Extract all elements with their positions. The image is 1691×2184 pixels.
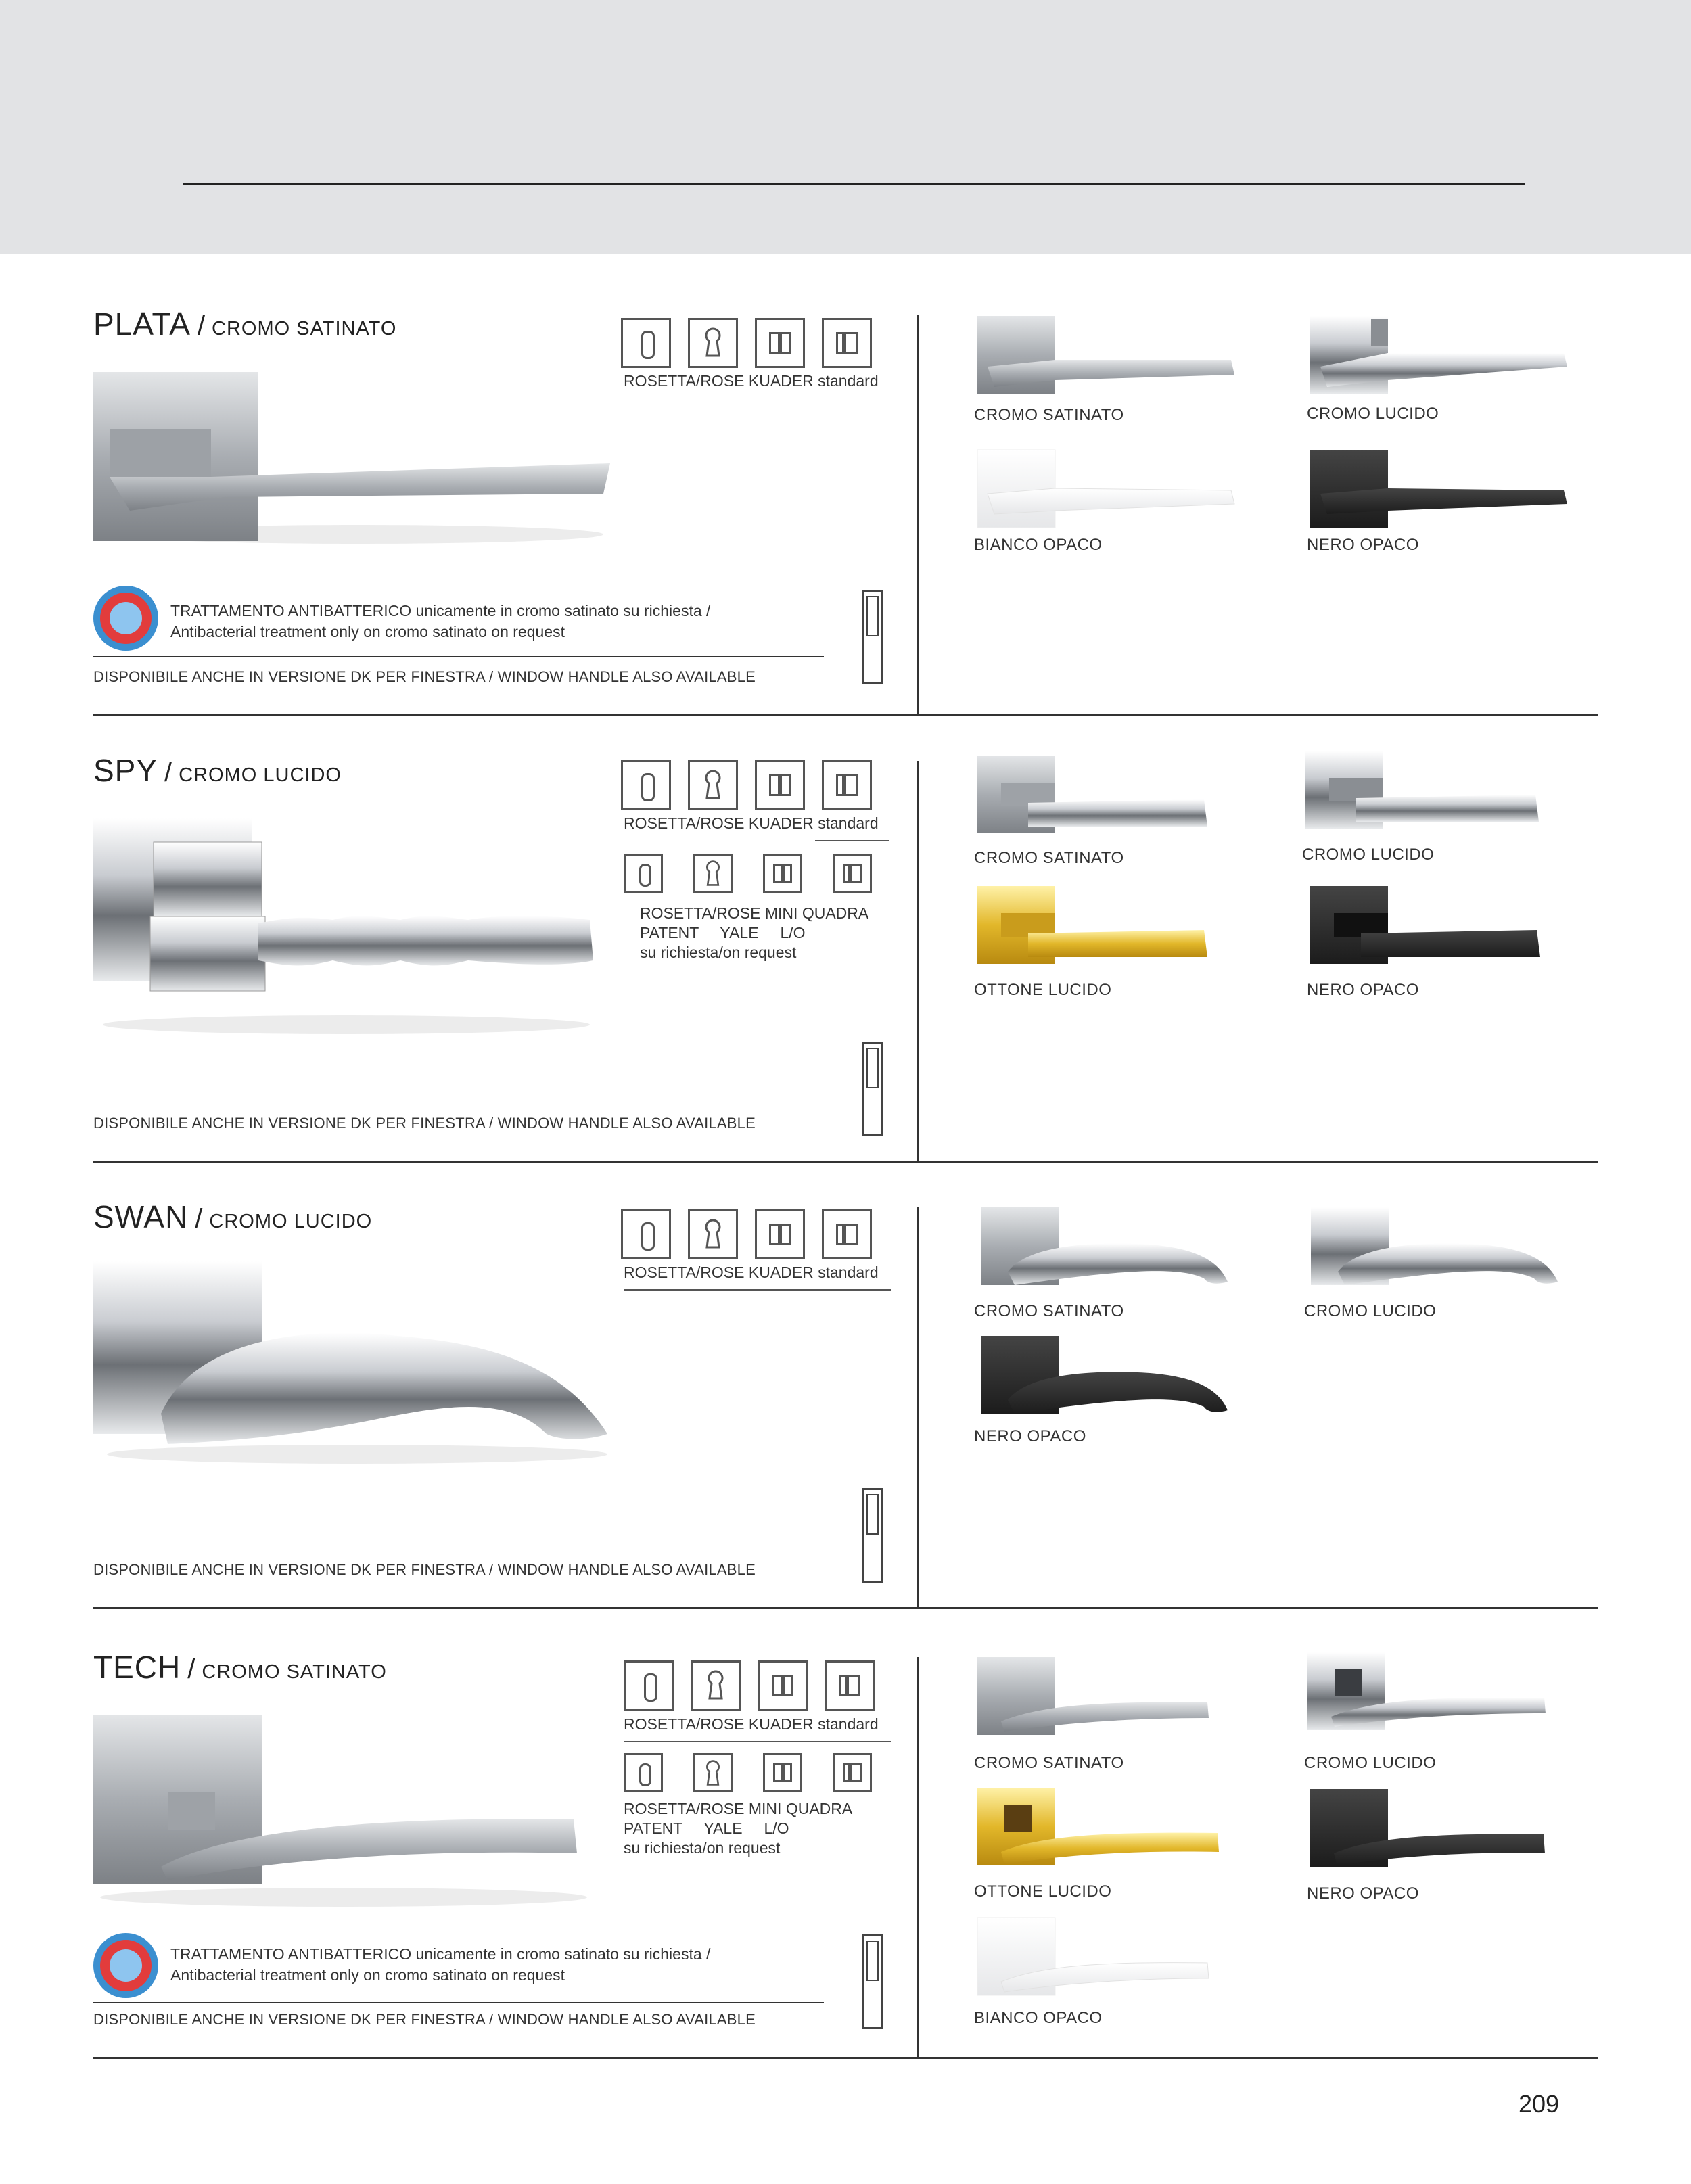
main-handle-image [89, 815, 603, 1045]
rose-oval-icon [621, 318, 671, 368]
variant-bianco-opaco [974, 1914, 1238, 2027]
product-finish: CROMO LUCIDO [209, 1211, 373, 1232]
product-name: TECH [93, 1650, 181, 1685]
section-separator [93, 1607, 1598, 1609]
title-slash: / [195, 1204, 203, 1234]
main-handle-image [87, 1711, 601, 1914]
variant-ottone-lucido [974, 1784, 1238, 1901]
rose-square-icon [755, 1209, 805, 1259]
variant-image [1304, 1649, 1568, 1747]
rose-oval-icon [621, 760, 671, 810]
variant-label: CROMO LUCIDO [1302, 845, 1435, 864]
title-slash: / [197, 311, 206, 341]
product-name: SWAN [93, 1199, 189, 1234]
product-title-tech [93, 1649, 387, 1686]
rose-label-underline [815, 840, 889, 841]
rose-mini-note [640, 904, 868, 962]
variant-image [974, 312, 1238, 407]
column-divider [917, 315, 919, 715]
variant-label: NERO OPACO [1307, 1884, 1419, 1903]
antibacterial-note [170, 601, 710, 643]
availability-note: DISPONIBILE ANCHE IN VERSIONE DK PER FINESTRA / WINDOW HANDLE ALSO AVAILABLE [93, 668, 756, 685]
variant-image [1307, 446, 1571, 534]
variant-image [1302, 747, 1566, 845]
variant-label: CROMO SATINATO [974, 1302, 1124, 1320]
header-rule [183, 183, 1525, 185]
rose-icons-standard [621, 318, 872, 368]
rose-oval-icon [621, 1209, 671, 1259]
rose-keyhole-icon [688, 1209, 738, 1259]
variant-image [974, 883, 1238, 981]
column-divider [917, 761, 919, 1161]
product-name: SPY [93, 753, 158, 788]
variant-image [974, 752, 1238, 850]
variant-label: OTTONE LUCIDO [974, 981, 1112, 999]
variant-image [1304, 1204, 1568, 1302]
variant-nero-opaco [974, 1332, 1238, 1445]
rose-mini-line-3: su richiesta/on request [624, 1839, 781, 1857]
title-slash: / [164, 758, 172, 787]
antibacterial-line-1: TRATTAMENTO ANTIBATTERICO unicamente in cromo satinato su richiesta / [170, 602, 711, 620]
rose-keyhole-icon [688, 318, 738, 368]
page-number: 209 [1519, 2090, 1560, 2118]
main-handle-image [89, 369, 617, 551]
variant-cromo-satinato [974, 1654, 1238, 1772]
variant-nero-opaco [1307, 883, 1571, 999]
rose-label-underline [624, 1741, 891, 1742]
variant-image [1307, 312, 1571, 407]
section-separator [93, 1161, 1598, 1163]
variant-cromo-satinato [974, 312, 1238, 424]
main-handle-image [87, 1258, 628, 1474]
antibacterial-badge-icon [93, 586, 158, 651]
variant-image [974, 1204, 1238, 1302]
variant-label: NERO OPACO [974, 1427, 1086, 1445]
rose-icons-standard [621, 1209, 872, 1259]
variant-label: OTTONE LUCIDO [974, 1882, 1112, 1901]
rose-standard-label: ROSETTA/ROSE KUADER standard [624, 1715, 879, 1733]
rose-square-split-icon [822, 760, 872, 810]
column-divider [917, 1657, 919, 2058]
window-handle-icon [862, 1042, 883, 1136]
variant-bianco-opaco [974, 446, 1238, 554]
variant-cromo-satinato [974, 1204, 1238, 1320]
antibacterial-note [170, 1944, 710, 1986]
availability-note: DISPONIBILE ANCHE IN VERSIONE DK PER FINESTRA / WINDOW HANDLE ALSO AVAILABLE [93, 2011, 756, 2028]
product-title-plata [93, 306, 396, 342]
variant-label: CROMO SATINATO [974, 406, 1124, 424]
rose-standard-label: ROSETTA/ROSE KUADER standard [624, 814, 879, 832]
product-finish: CROMO SATINATO [212, 318, 397, 340]
rose-keyhole-icon [691, 1660, 741, 1711]
variant-label: BIANCO OPACO [974, 536, 1103, 554]
variant-image [1307, 883, 1571, 981]
variant-label: CROMO LUCIDO [1307, 404, 1439, 423]
rose-keyhole-icon [693, 854, 733, 893]
variant-image [974, 1332, 1238, 1431]
rose-mini-note [624, 1799, 852, 1858]
rose-icons-mini [624, 854, 872, 893]
rose-mini-line-2: PATENT YALE L/O [624, 1819, 789, 1837]
variant-image [974, 1914, 1238, 2009]
rose-icons-standard [624, 1660, 875, 1711]
variant-label: CROMO LUCIDO [1304, 1302, 1437, 1320]
variant-label: NERO OPACO [1307, 981, 1419, 999]
rose-square-icon [763, 854, 802, 893]
rose-oval-icon [624, 1753, 663, 1792]
product-finish: CROMO LUCIDO [179, 764, 342, 786]
variant-ottone-lucido [974, 883, 1238, 999]
rose-mini-line-1: ROSETTA/ROSE MINI QUADRA [640, 904, 869, 922]
availability-note: DISPONIBILE ANCHE IN VERSIONE DK PER FINESTRA / WINDOW HANDLE ALSO AVAILABLE [93, 1115, 756, 1132]
antibacterial-line-1: TRATTAMENTO ANTIBATTERICO unicamente in cromo satinato su richiesta / [170, 1945, 711, 1963]
variant-label: CROMO LUCIDO [1304, 1754, 1437, 1772]
product-title-swan [93, 1199, 372, 1235]
antibacterial-line-2: Antibacterial treatment only on cromo satinato on request [170, 1966, 565, 1984]
window-handle-icon [862, 1488, 883, 1583]
variant-image [974, 446, 1238, 534]
antibacterial-line-2: Antibacterial treatment only on cromo satinato on request [170, 623, 565, 641]
rose-square-icon [763, 1753, 802, 1792]
rose-square-icon [755, 760, 805, 810]
rose-mini-line-3: su richiesta/on request [640, 944, 797, 961]
rose-square-split-icon [822, 318, 872, 368]
rose-square-icon [755, 318, 805, 368]
header-band [0, 0, 1691, 254]
variant-label: CROMO SATINATO [974, 849, 1124, 867]
product-name: PLATA [93, 306, 191, 342]
window-handle-icon [862, 590, 883, 684]
rose-label-underline [624, 1289, 891, 1291]
rose-square-icon [758, 1660, 808, 1711]
variant-nero-opaco [1307, 1786, 1571, 1903]
rose-mini-line-2: PATENT YALE L/O [640, 924, 806, 942]
variant-cromo-lucido [1304, 1204, 1568, 1320]
variant-image [1307, 1786, 1571, 1884]
rose-square-split-icon [833, 1753, 872, 1792]
title-slash: / [187, 1654, 195, 1684]
window-handle-icon [862, 1934, 883, 2029]
variant-nero-opaco [1307, 446, 1571, 554]
variant-cromo-lucido [1307, 312, 1571, 423]
rose-mini-line-1: ROSETTA/ROSE MINI QUADRA [624, 1800, 853, 1817]
product-title-spy [93, 752, 342, 789]
variant-cromo-lucido [1304, 1649, 1568, 1772]
product-finish: CROMO SATINATO [202, 1661, 387, 1683]
rose-icons-standard [621, 760, 872, 810]
variant-cromo-satinato [974, 752, 1238, 867]
rose-icons-mini [624, 1753, 872, 1792]
rose-oval-icon [624, 1660, 674, 1711]
section-separator [93, 714, 1598, 716]
antibacterial-badge-icon [93, 1933, 158, 1998]
variant-image [974, 1654, 1238, 1752]
rose-square-split-icon [822, 1209, 872, 1259]
section-separator [93, 2057, 1598, 2059]
variant-image [974, 1784, 1238, 1882]
variant-cromo-lucido [1302, 747, 1566, 864]
rose-oval-icon [624, 854, 663, 893]
availability-note: DISPONIBILE ANCHE IN VERSIONE DK PER FINESTRA / WINDOW HANDLE ALSO AVAILABLE [93, 1561, 756, 1578]
variant-label: NERO OPACO [1307, 536, 1419, 554]
rose-standard-label: ROSETTA/ROSE KUADER standard [624, 1263, 879, 1281]
availability-rule [93, 2002, 824, 2003]
rose-square-split-icon [825, 1660, 875, 1711]
rose-square-split-icon [833, 854, 872, 893]
rose-standard-label: ROSETTA/ROSE KUADER standard [624, 372, 879, 390]
variant-label: CROMO SATINATO [974, 1754, 1124, 1772]
rose-keyhole-icon [693, 1753, 733, 1792]
rose-keyhole-icon [688, 760, 738, 810]
availability-rule [93, 656, 824, 657]
variant-label: BIANCO OPACO [974, 2009, 1103, 2027]
column-divider [917, 1207, 919, 1608]
